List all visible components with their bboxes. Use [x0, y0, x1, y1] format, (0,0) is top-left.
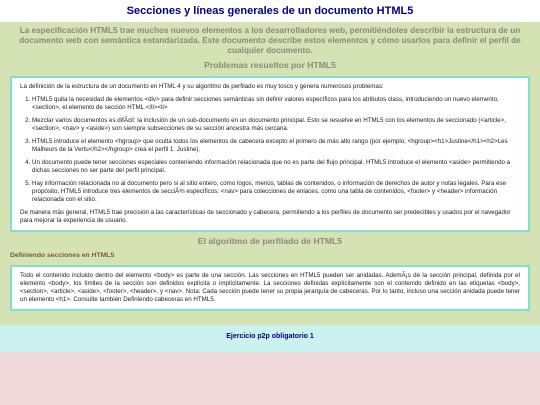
page-title: Secciones y líneas generales de un documento HTML5 — [126, 5, 414, 17]
list-item: 4. Un documento puede tener secciones especiales conteniendo información relacionada que no es parte del flujo principal. HTML5 introduce el elemento <aside> permitiendo a dichas secciones no ser parte del perfil principal. — [32, 159, 520, 175]
content-area — [0, 22, 540, 325]
exercise-link[interactable]: Ejercicio p2p obligatorio 1 — [226, 333, 314, 340]
problems-closing: De manera más general, HTML5 trae precisión a las características de seccionado y cabecera, permitiendo a los perfiles de documento ser predecibles y usados por el navegador para mejorar la experiencia de usuario. — [20, 209, 511, 224]
problems-list — [20, 96, 520, 204]
sections-box — [10, 265, 530, 311]
section2-heading: El algoritmo de perfilado de HTML5 — [197, 236, 343, 246]
section1-heading: Problemas resueltos por HTML5 — [204, 60, 336, 70]
footer-bar — [0, 325, 540, 352]
list-item: 1. HTML5 quita la necesidad de elementos <div> para definir secciones semánticas sin definir valores específicos para los atributos class, introduciendo un nuevo elemento, <section>, el elemento de sección HTML.</li><li> — [32, 96, 520, 112]
section2-subheading: Definiendo secciones en HTML5 — [10, 252, 115, 259]
list-item: 3. HTML5 introduce el elemento <hgroup> que oculta todos los elementos de cabecera excepto el primero de más alto rango (por ejemplo, <hgroup><h1>Justine</h1><h2>Les Malheurs de la Vertu</h2></hgroup> crea el perfil 1. Justine). — [32, 138, 520, 154]
list-item: 2. Mezclar varios documentos es difÃcil: la inclusión de un sub-documento en un documento principal. Esto se resuelve en HTML5 con los elementos de seccionado (<article>, <section>, <nav> y <aside>) son siempre subsecciones de su sección ancestra más cercana. — [32, 117, 520, 133]
sections-body: Todo el contenido incluido dentro del elemento <body> es parte de una sección. Las secciones en HTML5 pueden ser anidadas. AdemÃ¡s de la sección principal, definida por el elemento <body>, los límites de la sección son definidos explícita o implícitamente. La secciones definidas explícitamente son el contenido definido en las etiquetas <body>, <section>, <article>, <aside>, <footer>, <header>, y <nav>. Nota: Cada sección puede tener su propia jerarquía de cabeceras. Por lo tanto, incluso una sección anidada puede tener un elemento <h1>. Consulte también Definiendo cabeceras en HTML5. — [20, 272, 520, 303]
list-item: 5. Hay información relacionada no al documento pero si al sitio entero, como logos, menús, tablas de contenidos, o información de derechos de autor y notas legales. Para ese propósito, HTML5 introduce tres elementos de secciÃ³n específicos: <nav> para colecciones de enlaces, como una tabla de contenidos, <footer> y <header> información relacionada con el sitio. — [32, 180, 520, 204]
title-bar — [0, 0, 540, 22]
problems-lead: La definición de la estructura de un documento en HTML 4 y su algoritmo de perfilado es muy tosco y genera numerosos problemas: — [20, 83, 384, 90]
intro-text: La especificación HTML5 trae muchos nuevos elementos a los desarrolladores web, permitiéndoles describir la estructura de un documento web con semántica estandarizada. Este documento describe estos elementos y cómo usarlos para definir el perfil de cualquier documento. — [19, 26, 521, 55]
problems-box — [10, 76, 530, 232]
